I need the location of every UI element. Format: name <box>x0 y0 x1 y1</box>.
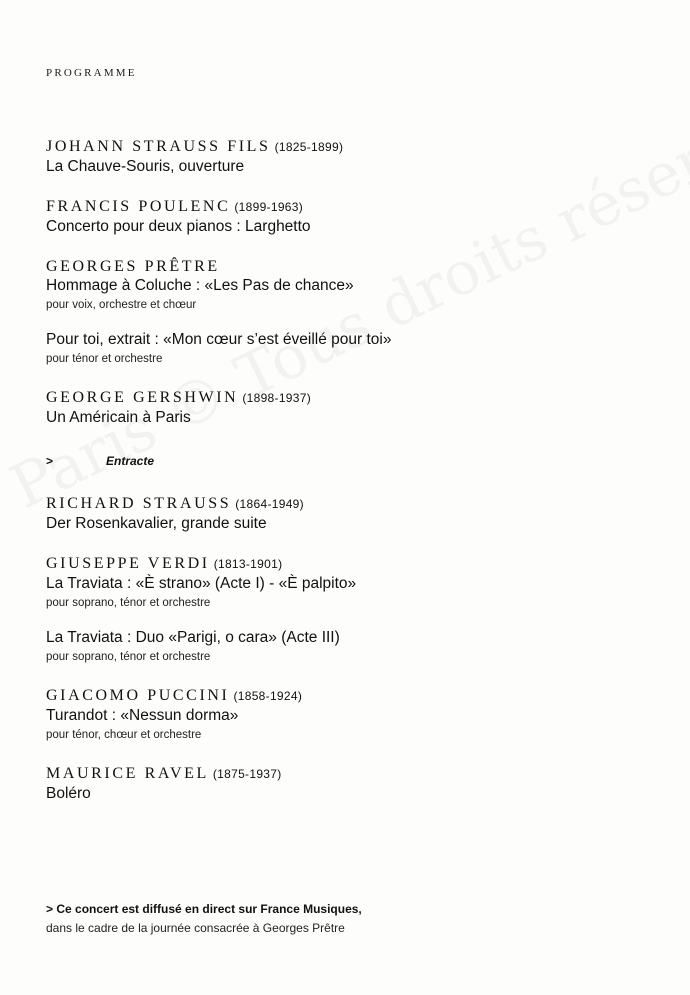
intermission <box>46 454 646 468</box>
composer-dates: (1864-1949) <box>235 497 304 511</box>
program-entry <box>46 257 646 368</box>
program-entry <box>46 197 646 237</box>
composer-line <box>46 197 646 217</box>
composer-line <box>46 388 646 408</box>
work-item <box>46 628 646 666</box>
composer-dates: (1858-1924) <box>233 689 303 703</box>
program-entry <box>46 388 646 428</box>
program-part-2 <box>46 494 646 804</box>
composer-line <box>46 257 646 276</box>
program-entry <box>46 554 646 666</box>
work-item <box>46 784 646 804</box>
work-item <box>46 157 646 177</box>
composer-name: GEORGES PRÊTRE <box>46 258 220 275</box>
composer-name: GIUSEPPE VERDI <box>46 555 210 572</box>
composer-name: GIACOMO PUCCINI <box>46 687 230 704</box>
work-title: Turandot : «Nessun dorma» <box>46 707 239 724</box>
composer-dates: (1898-1937) <box>242 391 312 405</box>
work-title: La Traviata : Duo «Parigi, o cara» (Acte III) <box>46 629 340 646</box>
program-entry <box>46 494 646 534</box>
broadcast-context: dans le cadre de la journée consacrée à Georges Prêtre <box>46 921 345 935</box>
page-heading: PROGRAMME <box>46 67 137 79</box>
work-title: Concerto pour deux pianos : Larghetto <box>46 218 311 235</box>
work-item <box>46 408 646 428</box>
work-item <box>46 276 646 314</box>
work-note: pour ténor, chœur et orchestre <box>46 729 202 741</box>
composer-line <box>46 764 646 784</box>
work-title: Der Rosenkavalier, grande suite <box>46 515 267 532</box>
composer-name: GEORGE GERSHWIN <box>46 389 239 406</box>
work-item <box>46 330 646 368</box>
work-note: pour soprano, ténor et orchestre <box>46 651 211 663</box>
program-entry <box>46 686 646 744</box>
program-entry <box>46 137 646 177</box>
composer-name: MAURICE RAVEL <box>46 765 209 782</box>
composer-name: RICHARD STRAUSS <box>46 495 232 512</box>
program-entry <box>46 764 646 804</box>
intermission-label: Entracte <box>106 454 155 468</box>
work-title: Hommage à Coluche : «Les Pas de chance» <box>46 277 354 294</box>
composer-dates: (1899-1963) <box>234 200 304 214</box>
work-title: Un Américain à Paris <box>46 409 191 426</box>
broadcast-line: > Ce concert est diffusé en direct sur France Musiques, <box>46 902 362 916</box>
composer-dates: (1875-1937) <box>212 767 282 781</box>
composer-line <box>46 137 646 157</box>
composer-name: FRANCIS POULENC <box>46 198 231 215</box>
composer-name: JOHANN STRAUSS FILS <box>46 138 271 155</box>
work-title: Boléro <box>46 785 91 802</box>
work-item <box>46 574 646 612</box>
intermission-marker: > <box>46 454 54 468</box>
work-item <box>46 706 646 744</box>
composer-dates: (1813-1901) <box>213 557 283 571</box>
work-title: La Chauve-Souris, ouverture <box>46 158 245 175</box>
broadcast-notice <box>46 900 362 938</box>
work-title: Pour toi, extrait : «Mon cœur s’est éveillé pour toi» <box>46 331 392 348</box>
program-list <box>46 137 646 824</box>
work-note: pour voix, orchestre et chœur <box>46 299 197 311</box>
program-part-1 <box>46 137 646 428</box>
work-title: La Traviata : «È strano» (Acte I) - «È palpito» <box>46 575 357 592</box>
composer-line <box>46 494 646 514</box>
composer-line <box>46 686 646 706</box>
work-note: pour soprano, ténor et orchestre <box>46 597 211 609</box>
work-item <box>46 514 646 534</box>
work-item <box>46 217 646 237</box>
work-note: pour ténor et orchestre <box>46 353 163 365</box>
composer-line <box>46 554 646 574</box>
composer-dates: (1825-1899) <box>274 140 344 154</box>
